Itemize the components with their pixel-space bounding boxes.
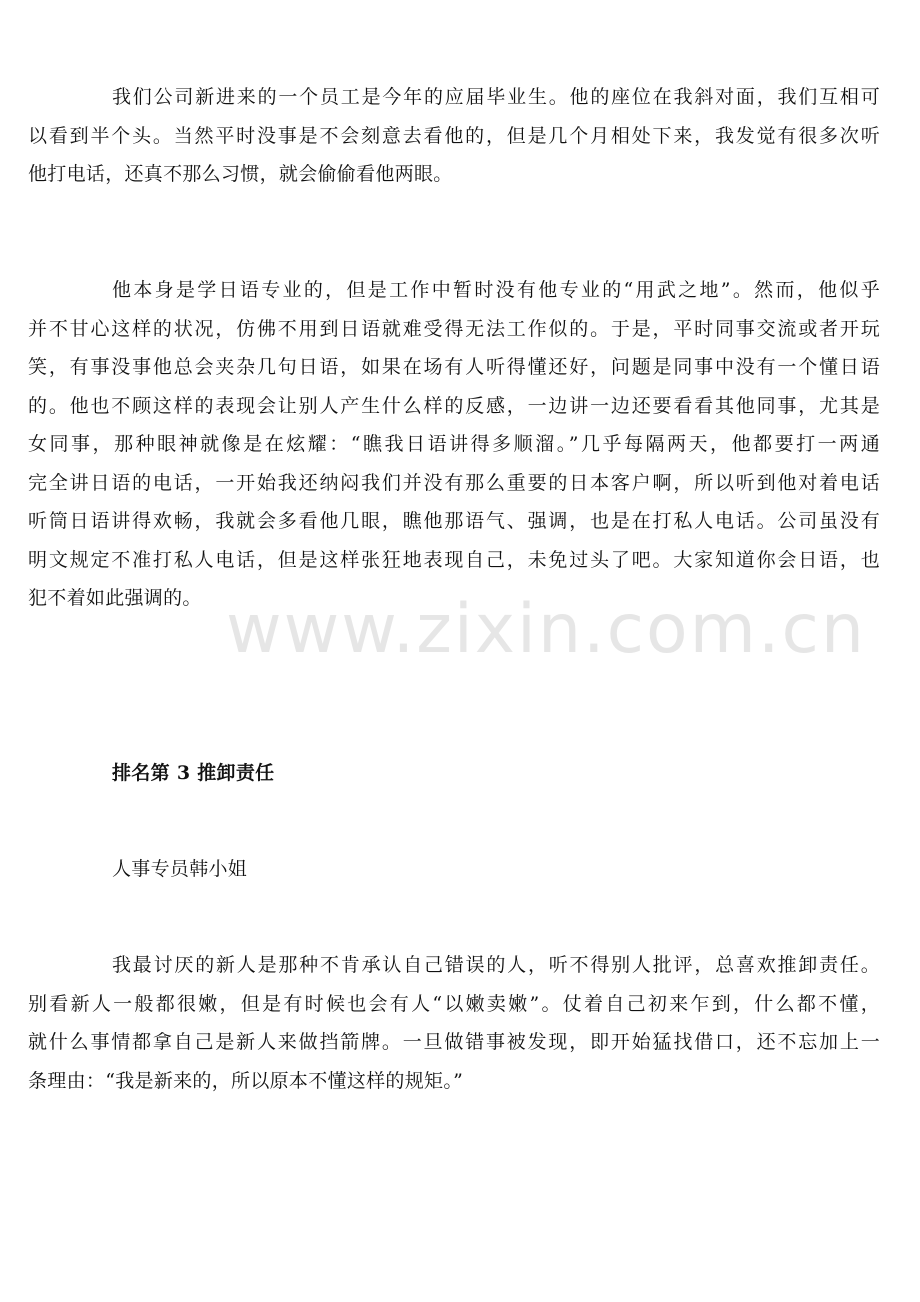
paragraph-line: 明文规定不准打私人电话，但是这样张狂地表现自己，未免过头了吧。大家知道你会日语，也 (28, 548, 880, 571)
paragraph-1 (28, 78, 880, 194)
author-line (28, 850, 880, 889)
paragraph-line: 犯不着如此强调的。 (28, 587, 202, 609)
paragraph-line: 他打电话，还真不那么习惯，就会偷偷看他两眼。 (28, 163, 453, 185)
section-heading-text: 排名第 3 推卸责任 (112, 762, 275, 784)
paragraph-line: 他本身是学日语专业的，但是工作中暂时没有他专业的“用武之地”。然而，他似乎 (112, 279, 880, 301)
paragraph-line: 条理由：“我是新来的，所以原本不懂这样的规矩。” (28, 1069, 464, 1092)
paragraph-line: 听筒日语讲得欢畅，我就会多看他几眼，瞧他那语气、强调，也是在打私人电话。公司虽没有 (28, 510, 880, 532)
paragraph-line: 女同事，那种眼神就像是在炫耀：“瞧我日语讲得多顺溜。”几乎每隔两天，他都要打一两通 (28, 433, 880, 455)
paragraph-2 (28, 271, 880, 618)
paragraph-line: 笑，有事没事他总会夹杂几句日语，如果在场有人听得懂还好，问题是同事中没有一个懂日语 (28, 356, 880, 378)
author-line-text: 人事专员韩小姐 (112, 858, 248, 880)
paragraph-line: 的。他也不顾这样的表现会让别人产生什么样的反感，一边讲一边还要看看其他同事，尤其是 (28, 394, 880, 417)
watermark: www.zixin.com.cn (226, 590, 866, 669)
paragraph-line: 我们公司新进来的一个员工是今年的应届毕业生。他的座位在我斜对面，我们互相可 (112, 86, 880, 108)
paragraph-line: 以看到半个头。当然平时没事是不会刻意去看他的，但是几个月相处下来，我发觉有很多次听 (28, 124, 880, 147)
section-heading (28, 754, 880, 793)
paragraph-line: 就什么事情都拿自己是新人来做挡箭牌。一旦做错事被发现，即开始猛找借口，还不忘加上一 (28, 1031, 880, 1053)
paragraph-line: 并不甘心这样的状况，仿佛不用到日语就难受得无法工作似的。于是，平时同事交流或者开玩 (28, 317, 880, 340)
paragraph-line: 别看新人一般都很嫩，但是有时候也会有人“以嫩卖嫩”。仗着自己初来乍到，什么都不懂， (28, 992, 880, 1015)
paragraph-line: 我最讨厌的新人是那种不肯承认自己错误的人，听不得别人批评，总喜欢推卸责任。 (112, 954, 880, 976)
paragraph-line: 完全讲日语的电话，一开始我还纳闷我们并没有那么重要的日本客户啊，所以听到他对着电话 (28, 471, 880, 494)
paragraph-3 (28, 946, 880, 1100)
